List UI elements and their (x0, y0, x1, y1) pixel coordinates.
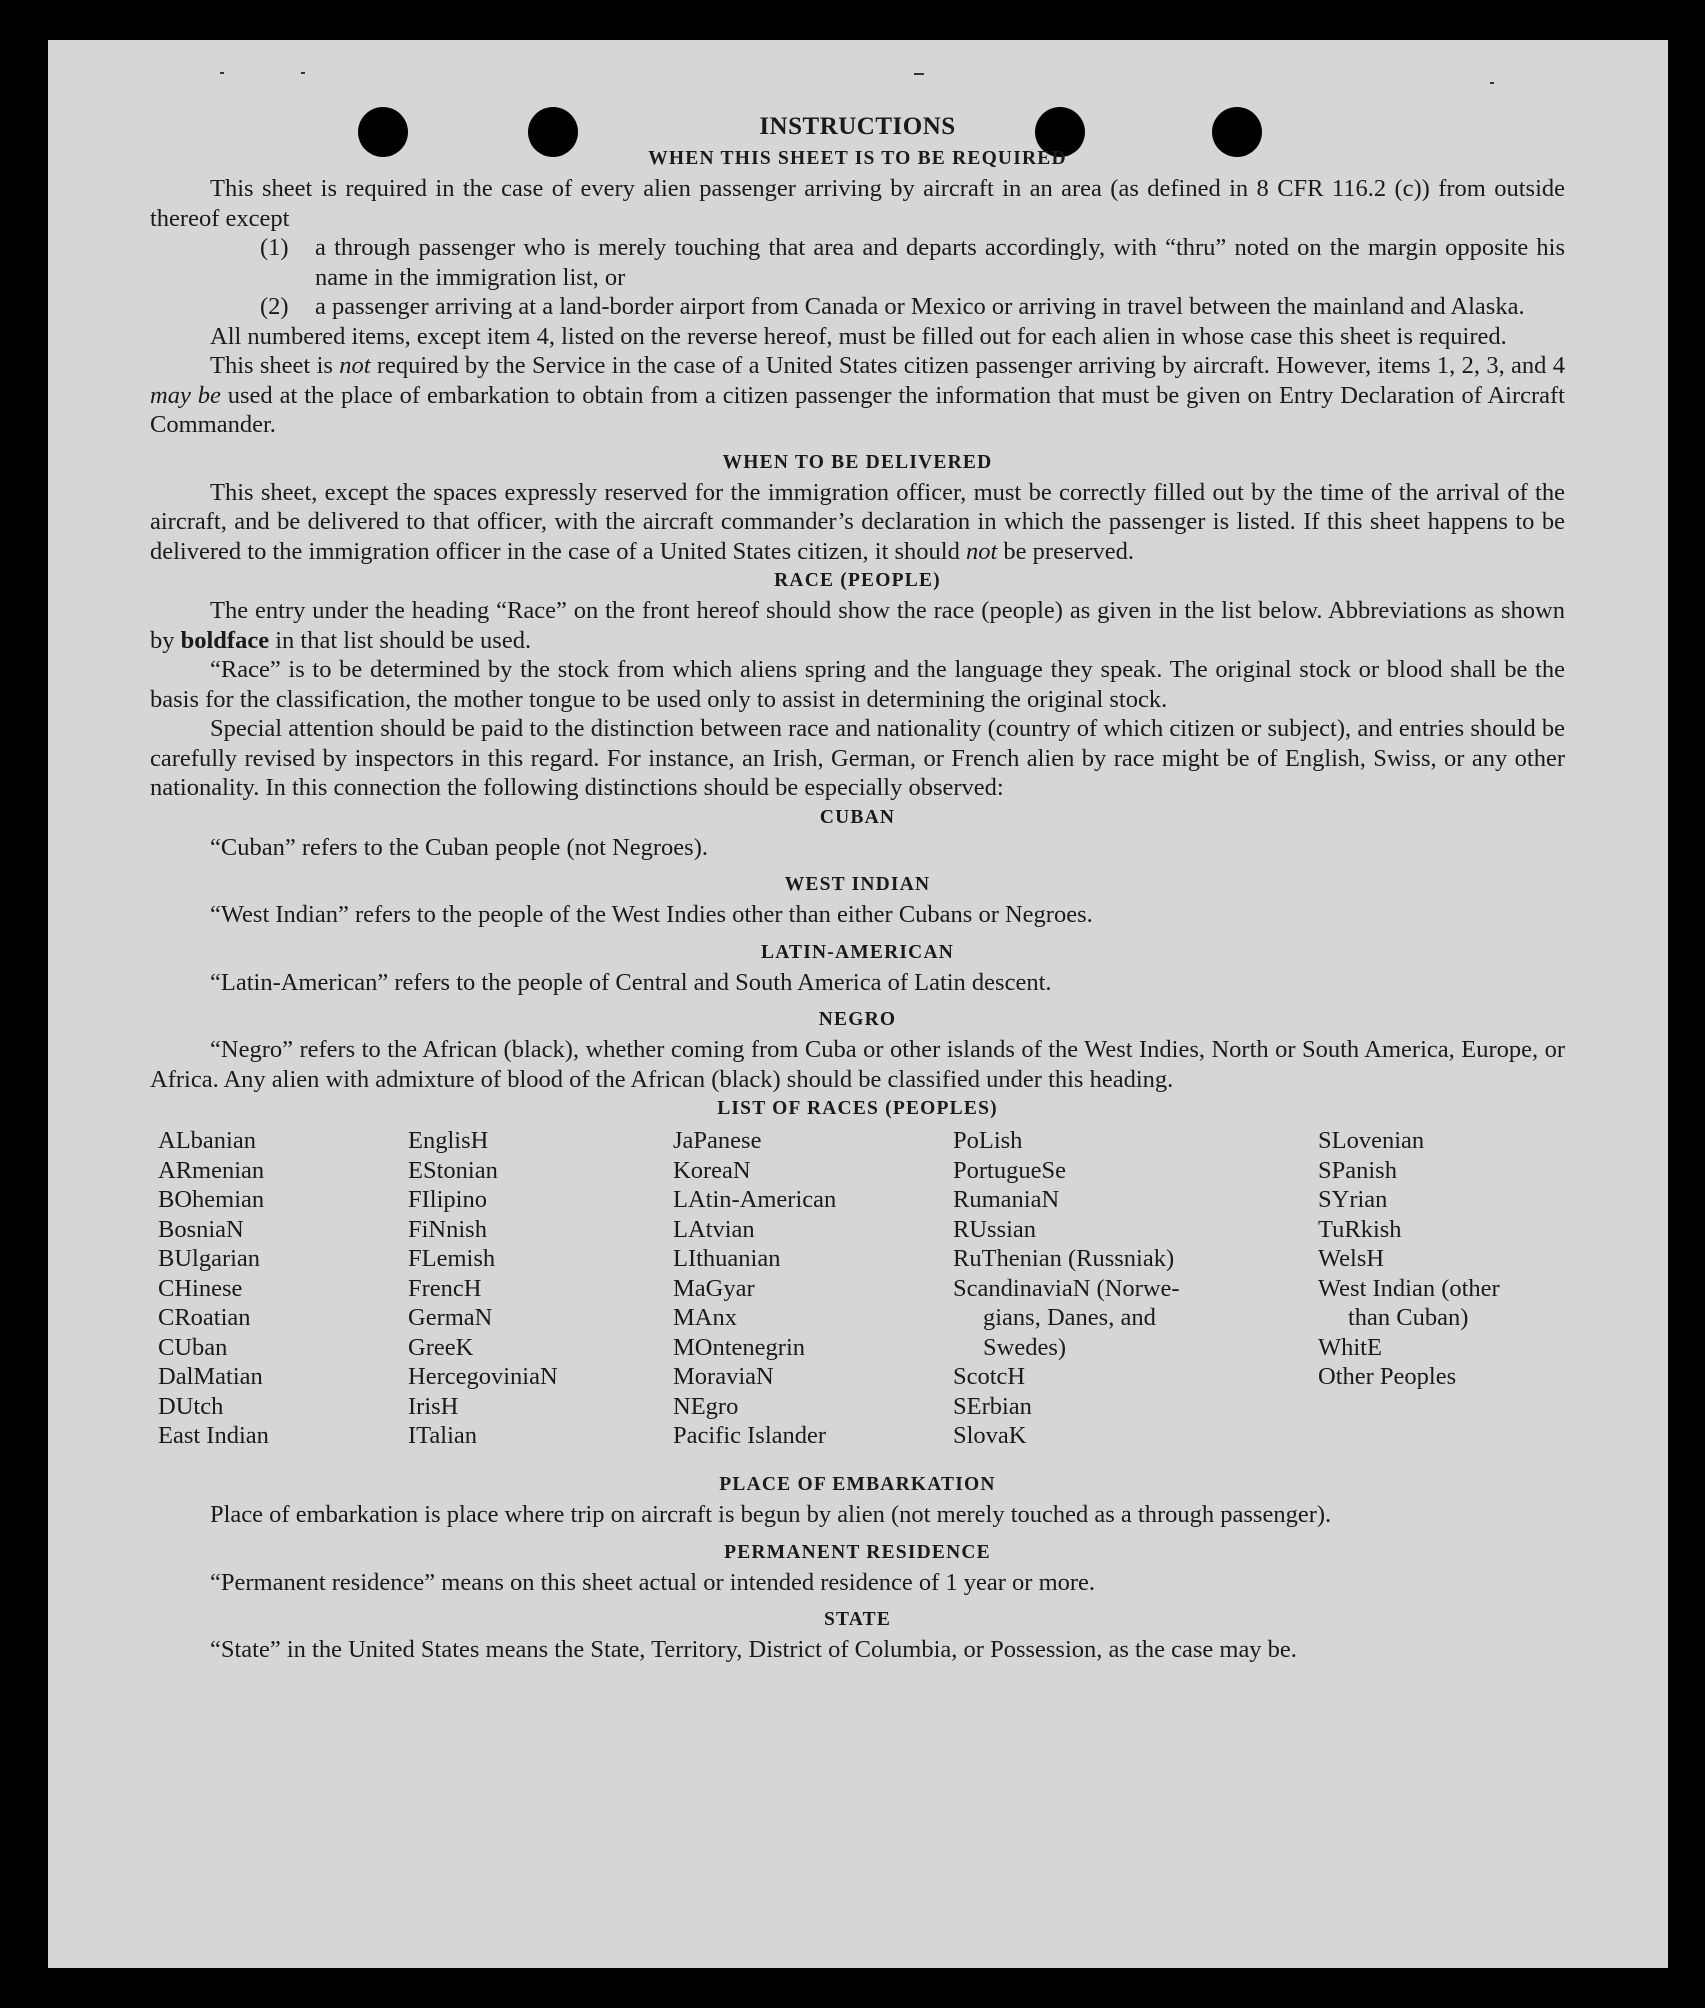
speck (914, 73, 924, 75)
paragraph: “State” in the United States means the State, Territory, District of Columbia, or Possession, as the case may be. (210, 1636, 1297, 1663)
race-item: TuRkish (1318, 1215, 1402, 1243)
race-item: East Indian (158, 1422, 269, 1449)
speck (1490, 82, 1494, 84)
section-heading: WEST INDIAN (784, 874, 931, 895)
paragraph: “West Indian” refers to the people of the West Indies other than either Cubans or Negroes. (210, 901, 1093, 928)
paragraph: Special attention should be paid to the distinction between race and nationality (country of which citizen or subject), and entries should be carefully revised by inspectors in this regard. For instance, an Irish, German, or French alien by race might be of English, Swiss, or any other nationality. In this connection the following distinctions should be especially observed: (150, 715, 1565, 801)
race-item: LAtin-American (673, 1186, 837, 1213)
paragraph (150, 596, 1565, 655)
race-item: ARmenian (158, 1156, 265, 1184)
race-item: FiNnish (408, 1215, 487, 1243)
race-item: KoreaN (673, 1156, 751, 1184)
paragraph: “Race” is to be determined by the stock from which aliens spring and the language they speak. The original stock or blood shall be the basis for the classification, the mother tongue to be used only to assist in determining the original stock. (150, 656, 1565, 713)
race-item: RumaniaN (953, 1186, 1060, 1213)
text-span: in that list should be used. (269, 626, 532, 654)
instructions-content (150, 110, 1565, 1665)
item-number: (2) (260, 293, 289, 320)
paragraph: “Latin-American” refers to the people of Central and South America of Latin descent. (210, 968, 1052, 996)
text-span: This sheet, except the spaces expressly reserved for the immigration officer, must be correctly filled out by the time of the arrival of the aircraft, and be delivered to that officer, with the aircraft commander’s declaration in which the passenger is listed. If this sheet happens to be delivered to the immigration officer in the case of a United States citizen, it should (150, 478, 1565, 565)
race-item: EStonian (408, 1156, 498, 1184)
race-item-continued: gians, Danes, and (983, 1304, 1156, 1331)
race-item: SErbian (953, 1392, 1032, 1420)
text-span: required by the Service in the case of a United States citizen passenger arriving by aircraft. However, items 1, 2, 3, and 4 (370, 352, 1565, 379)
bold-text: boldface (180, 626, 270, 654)
section-heading: LIST OF RACES (PEOPLES) (717, 1098, 998, 1119)
race-item: ScotcH (953, 1363, 1026, 1390)
race-item: ScandinaviaN (Norwe- (953, 1274, 1180, 1302)
item-text: a passenger arriving at a land-border airport from Canada or Mexico or arriving in travel between the mainland and Alaska. (315, 293, 1525, 320)
paragraph: “Permanent residence” means on this sheet actual or intended residence of 1 year or more. (210, 1568, 1096, 1596)
race-item: FrencH (408, 1274, 482, 1302)
race-item: MOntenegrin (673, 1333, 805, 1361)
speck (220, 72, 224, 74)
race-item: RUssian (953, 1215, 1037, 1243)
paragraph (150, 478, 1565, 567)
race-item: EnglisH (408, 1127, 489, 1154)
race-item: CHinese (158, 1274, 243, 1302)
race-item: PoLish (953, 1127, 1023, 1154)
section-heading: PERMANENT RESIDENCE (724, 1541, 991, 1563)
race-item: IrisH (408, 1392, 459, 1420)
race-item: BOhemian (158, 1186, 265, 1213)
race-item: JaPanese (673, 1127, 762, 1154)
race-item: CUban (158, 1333, 228, 1361)
race-item: ALbanian (158, 1127, 256, 1154)
races-list (150, 1126, 1565, 1470)
race-item: HercegoviniaN (408, 1363, 558, 1390)
race-item: BUlgarian (158, 1245, 261, 1272)
race-item: MoraviaN (673, 1363, 774, 1390)
section-heading: RACE (PEOPLE) (774, 570, 941, 591)
list-item (260, 292, 1565, 322)
race-item: SLovenian (1318, 1127, 1425, 1154)
page-title: INSTRUCTIONS (759, 113, 956, 140)
race-item: SYrian (1318, 1186, 1388, 1213)
paragraph (150, 351, 1565, 440)
paragraph: “Cuban” refers to the Cuban people (not Negroes). (210, 833, 708, 861)
paragraph: All numbered items, except item 4, listed on the reverse hereof, must be filled out for each alien in whose case this sheet is required. (210, 322, 1507, 350)
race-item: WelsH (1318, 1245, 1385, 1272)
races-column (673, 1126, 836, 1451)
race-item: GreeK (408, 1333, 474, 1361)
text-span: This sheet is (210, 352, 340, 379)
race-item: MAnx (673, 1304, 737, 1331)
race-item: NEgro (673, 1392, 739, 1420)
list-item (260, 233, 1565, 292)
race-item: WhitE (1318, 1333, 1382, 1361)
item-text: a through passenger who is merely touching that area and departs accordingly, with “thru” noted on the margin opposite his name in the immigration list, or (315, 234, 1565, 291)
race-item: PortugueSe (953, 1156, 1066, 1184)
paragraph: “Negro” refers to the African (black), whether coming from Cuba or other islands of the West Indies, North or South America, Europe, or Africa. Any alien with admixture of blood of the African (black) should be classified under this heading. (150, 1036, 1565, 1093)
race-item: Other Peoples (1318, 1363, 1457, 1390)
race-item: MaGyar (673, 1274, 755, 1302)
race-item: LAtvian (673, 1215, 755, 1243)
paragraph: This sheet is required in the case of every alien passenger arriving by aircraft in an area (as defined in 8 CFR 116.2 (c)) from outside thereof except (150, 175, 1565, 232)
paragraph: Place of embarkation is place where trip on aircraft is begun by alien (not merely touched as a through passenger). (210, 1501, 1332, 1528)
race-item: FLemish (408, 1245, 496, 1272)
race-item: FIlipino (408, 1186, 487, 1213)
speck (301, 72, 305, 74)
races-column (1318, 1126, 1500, 1392)
race-item: West Indian (other (1318, 1274, 1500, 1302)
section-heading: NEGRO (818, 1009, 897, 1030)
race-item: Pacific Islander (673, 1422, 827, 1449)
section-heading: LATIN-AMERICAN (760, 941, 955, 963)
race-item: GermaN (408, 1304, 493, 1331)
section-heading: CUBAN (819, 806, 896, 828)
text-span: used at the place of embarkation to obtain from a citizen passenger the information that must be given on Entry Declaration of Aircraft Commander. (150, 381, 1565, 438)
race-item: LIthuanian (673, 1245, 781, 1272)
text-span: The entry under the heading “Race” on the front hereof should show the race (people) as given in the list below. Abbreviations as shown by (150, 597, 1565, 654)
race-item: CRoatian (158, 1304, 251, 1331)
item-number: (1) (260, 234, 289, 261)
text-span: be preserved. (997, 537, 1135, 565)
section-heading: PLACE OF EMBARKATION (719, 1474, 996, 1495)
race-item: BosniaN (158, 1215, 244, 1243)
race-item: SlovaK (953, 1422, 1027, 1449)
emphasis: may be (150, 381, 221, 409)
race-item: DUtch (158, 1392, 224, 1420)
race-item-continued: than Cuban) (1348, 1304, 1469, 1331)
race-item: DalMatian (158, 1363, 263, 1390)
races-column (953, 1126, 1180, 1451)
race-item: SPanish (1318, 1156, 1397, 1184)
race-item-continued: Swedes) (983, 1333, 1067, 1361)
race-item: ITalian (408, 1422, 478, 1449)
section-heading: WHEN THIS SHEET IS TO BE REQUIRED (648, 148, 1067, 169)
races-column (408, 1126, 558, 1451)
section-heading: STATE (823, 1609, 892, 1630)
race-item: RuThenian (Russniak) (953, 1245, 1175, 1272)
races-column (158, 1126, 269, 1451)
section-heading: WHEN TO BE DELIVERED (722, 451, 993, 473)
emphasis: not (965, 537, 998, 565)
emphasis: not (339, 352, 371, 379)
